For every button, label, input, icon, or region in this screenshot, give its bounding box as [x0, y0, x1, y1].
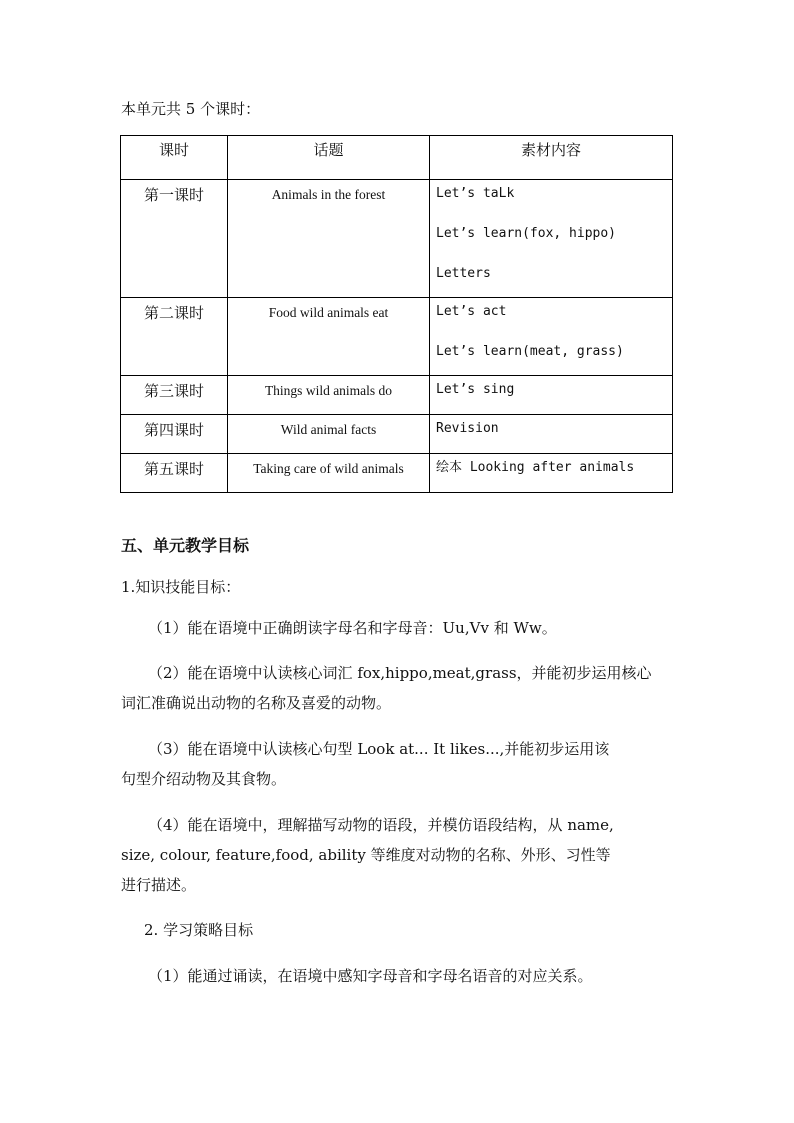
- topic-cell: Taking care of wild animals: [228, 454, 430, 493]
- table-row: [121, 180, 673, 298]
- content-line: 绘本 Looking after animals: [436, 460, 635, 475]
- content-line: Let’s taLk: [436, 186, 515, 201]
- content-cell: [430, 298, 673, 376]
- table-header-row: [121, 136, 673, 180]
- lesson-cell: 第五课时: [121, 454, 228, 493]
- goal2-title: 2. 学习策略目标: [144, 921, 254, 939]
- section-heading: 五、单元教学目标: [121, 536, 250, 555]
- goal1-item-1: （1）能在语境中正确朗读字母名和字母音：Uu,Vv 和 Ww。: [148, 619, 557, 637]
- table-row: [121, 454, 673, 493]
- goal2-item-1: （1）能通过诵读，在语境中感知字母音和字母名语音的对应关系。: [148, 967, 593, 985]
- content-line: Revision: [436, 421, 499, 436]
- goal1-item-3-cont: 句型介绍动物及其食物。: [121, 770, 287, 788]
- lesson-schedule-table: [120, 135, 673, 493]
- goal1-item-2-cont: 词汇准确说出动物的名称及喜爱的动物。: [121, 694, 392, 712]
- topic-cell: Animals in the forest: [228, 180, 430, 298]
- header-topic: 话题: [228, 136, 430, 180]
- topic-cell: Wild animal facts: [228, 415, 430, 454]
- table-row: [121, 415, 673, 454]
- goal1-item-4: （4）能在语境中，理解描写动物的语段，并模仿语段结构，从 name,: [148, 816, 614, 834]
- content-cell: [430, 180, 673, 298]
- header-content: 素材内容: [430, 136, 673, 180]
- goal1-title: 1.知识技能目标：: [121, 578, 241, 596]
- intro-text: 本单元共 5 个课时：: [121, 100, 261, 118]
- goal1-item-4-cont: size, colour, feature,food, ability 等维度对动物的名称、外形、习性等: [121, 846, 611, 864]
- goal1-item-2: （2）能在语境中认读核心词汇 fox,hippo,meat,grass，并能初步运用核心: [148, 664, 652, 682]
- topic-cell: Food wild animals eat: [228, 298, 430, 376]
- content-line: Let’s act: [436, 304, 507, 319]
- table-row: [121, 376, 673, 415]
- content-cell: [430, 454, 673, 493]
- content-line: Let’s learn(meat, grass): [436, 344, 624, 359]
- topic-cell: Things wild animals do: [228, 376, 430, 415]
- lesson-cell: 第四课时: [121, 415, 228, 454]
- lesson-cell: 第一课时: [121, 180, 228, 298]
- goal1-item-4-cont2: 进行描述。: [121, 876, 197, 894]
- lesson-cell: 第三课时: [121, 376, 228, 415]
- header-lesson: 课时: [121, 136, 228, 180]
- content-cell: [430, 415, 673, 454]
- goal1-item-3: （3）能在语境中认读核心句型 Look at... It likes...,并能初步运用该: [148, 740, 610, 758]
- content-line: Let’s sing: [436, 382, 515, 397]
- content-line: Letters: [436, 266, 491, 281]
- content-cell: [430, 376, 673, 415]
- table-row: [121, 298, 673, 376]
- content-line: Let’s learn(fox, hippo): [436, 226, 617, 241]
- lesson-cell: 第二课时: [121, 298, 228, 376]
